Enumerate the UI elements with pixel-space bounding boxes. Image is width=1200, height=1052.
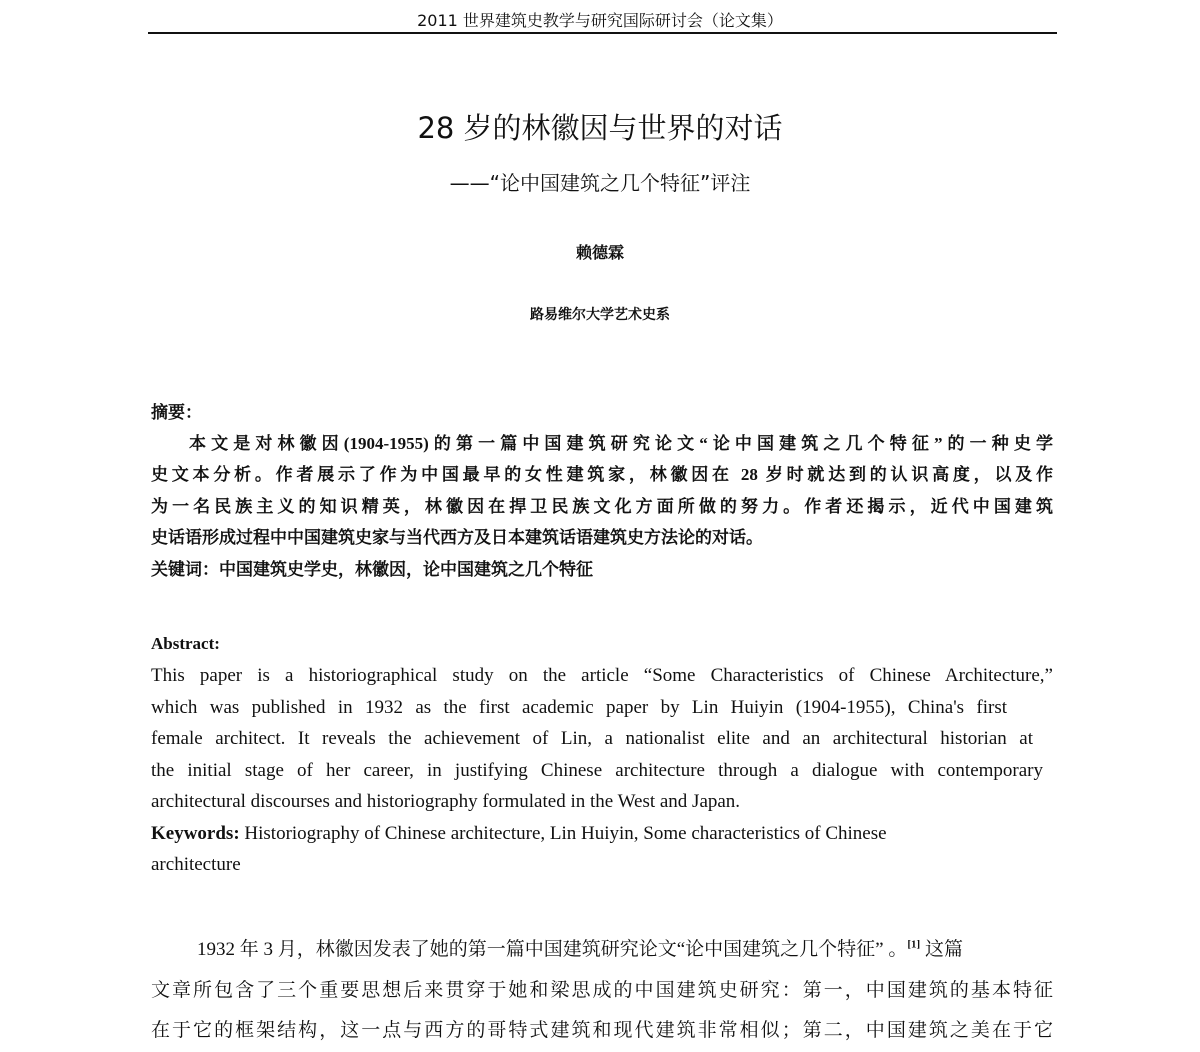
en-abstract-line: the initial stage of her career, in justifying Chinese architecture through a dialogue with contemporary bbox=[151, 760, 1043, 781]
affiliation: 路易维尔大学艺术史系 bbox=[530, 308, 670, 323]
zh-abstract-line: 史话语形成过程中中国建筑史家与当代西方及日本建筑话语建筑史方法论的对话。 bbox=[151, 528, 763, 547]
author: 赖德霖 bbox=[575, 245, 624, 262]
en-abstract-line: which was published in 1932 as the first academic paper by Lin Huiyin (1904-1955), China's first bbox=[151, 697, 1007, 718]
paper-title: 28 岁的林徽因与世界的对话 bbox=[417, 111, 783, 145]
body-line: 文章所包含了三个重要思想后来贯穿于她和梁思成的中国建筑史研究：第一，中国建筑的基本特征 bbox=[151, 980, 1053, 1001]
en-abstract-heading: Abstract: bbox=[151, 634, 220, 653]
en-keywords bbox=[151, 823, 1053, 845]
running-header: 2011 世界建筑史教学与研究国际研讨会（论文集） bbox=[417, 11, 783, 30]
footnote-ref[interactable]: [1] bbox=[907, 938, 921, 951]
paper-subtitle: ——“论中国建筑之几个特征”评注 bbox=[449, 171, 751, 195]
header-rule bbox=[148, 32, 1057, 34]
zh-keywords-label: 关键词： bbox=[151, 560, 219, 579]
body-text: 这篇 bbox=[920, 939, 963, 960]
body-text: 1932 年 3 月，林徽因发表了她的第一篇中国建筑研究论文“论中国建筑之几个特征” 。 bbox=[197, 939, 908, 960]
body-line: 在于它的框架结构，这一点与西方的哥特式建筑和现代建筑非常相似；第二，中国建筑之美在于它 bbox=[151, 1020, 1053, 1041]
en-keywords-continued: architecture bbox=[151, 854, 241, 875]
en-abstract-line: architectural discourses and historiography formulated in the West and Japan. bbox=[151, 791, 741, 812]
en-abstract-line: female architect. It reveals the achievement of Lin, a nationalist elite and an architectural historian at bbox=[151, 728, 1033, 749]
en-keywords-text: Historiography of Chinese architecture, Lin Huiyin, Some characteristics of Chinese bbox=[239, 823, 887, 844]
zh-abstract-line: 本文是对林徽因(1904-1955)的第一篇中国建筑研究论文“论中国建筑之几个特征”的一种史学 bbox=[189, 434, 1053, 453]
zh-abstract-line: 为一名民族主义的知识精英，林徽因在捍卫民族文化方面所做的努力。作者还揭示，近代中国建筑 bbox=[151, 497, 1053, 516]
zh-keywords bbox=[151, 555, 1053, 580]
en-abstract-line: This paper is a historiographical study on the article “Some Characteristics of Chinese Architecture,” bbox=[151, 665, 1053, 686]
body-line bbox=[151, 934, 1053, 961]
zh-keywords-text: 中国建筑史学史，林徽因，论中国建筑之几个特征 bbox=[219, 560, 593, 579]
zh-abstract-line: 史文本分析。作者展示了作为中国最早的女性建筑家，林徽因在 28 岁时就达到的认识高度，以及作 bbox=[151, 465, 1053, 484]
zh-abstract-heading: 摘要： bbox=[151, 403, 202, 422]
en-keywords-label: Keywords: bbox=[151, 823, 240, 844]
